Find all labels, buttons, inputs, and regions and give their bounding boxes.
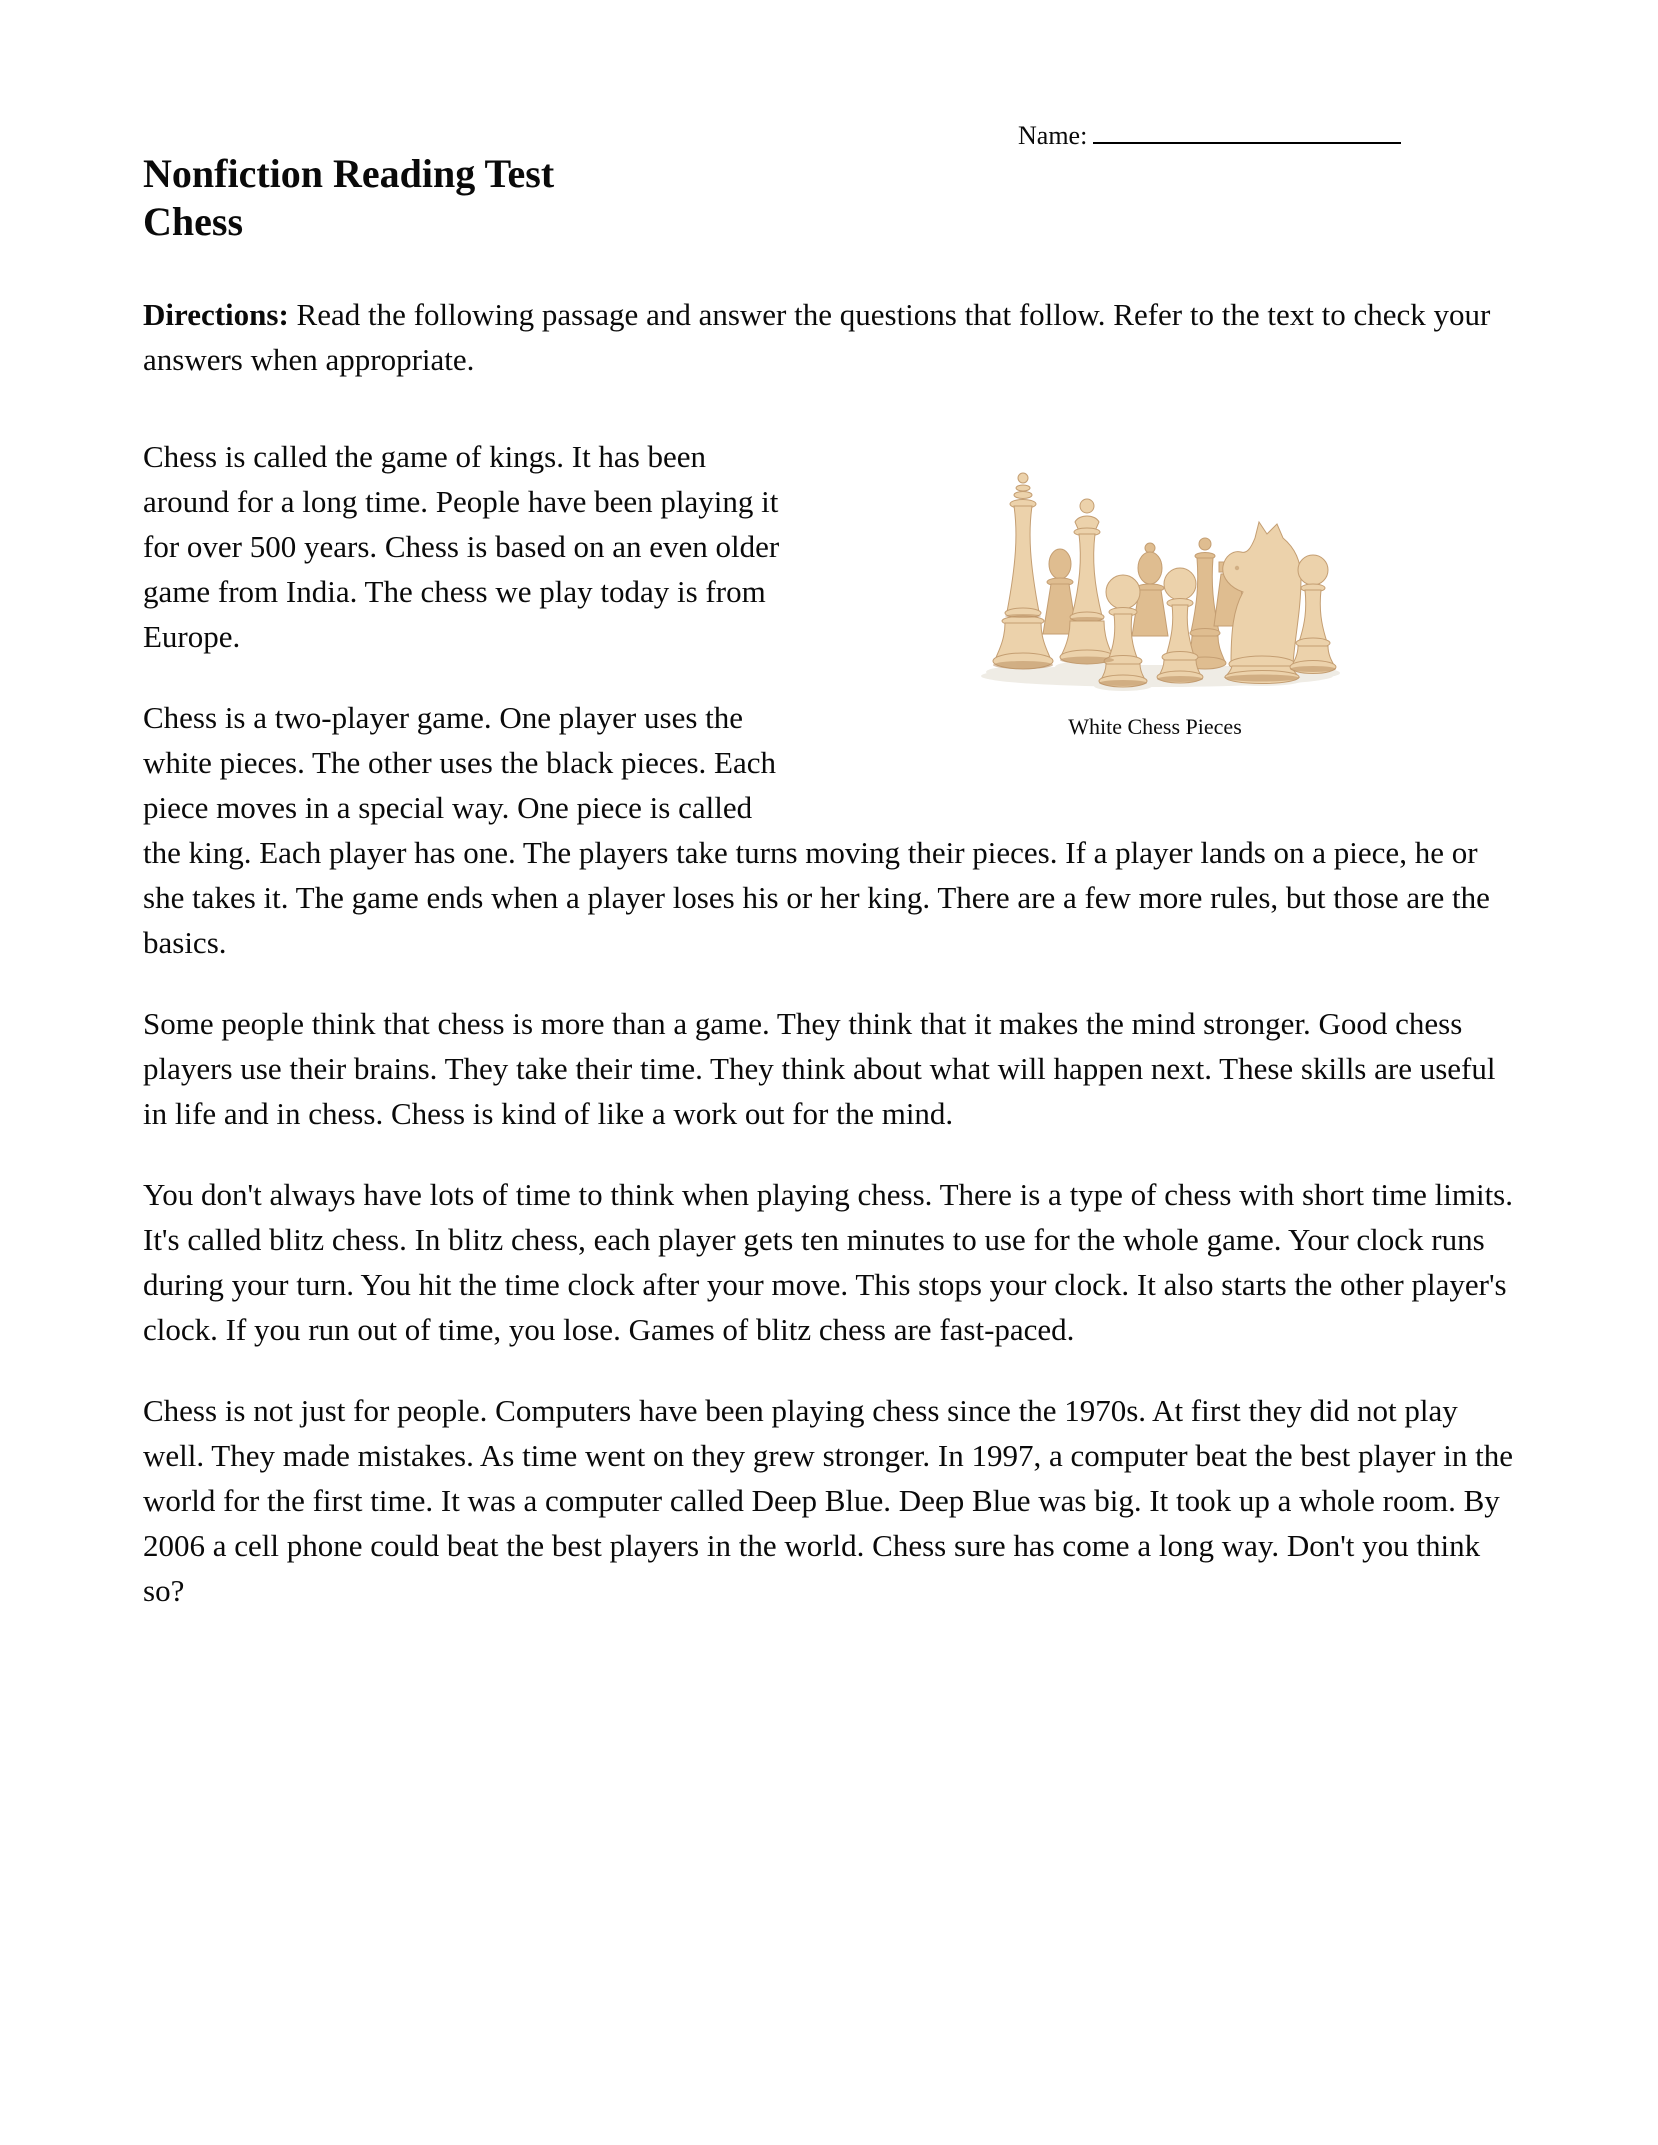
name-label: Name: (1018, 121, 1088, 150)
passage-paragraph-5: Chess is not just for people. Computers have been playing chess since the 1970s. At first they did not play well. They made mistakes. As time went on they grew stronger. In 1997, a computer beat the best player in the world for the first time. It was a computer called Deep Blue. Deep Blue was big. It took up a whole room. By 2006 a cell phone could beat the best players in the world. Chess sure has come a long way. Don't you think so? (143, 1393, 1513, 1608)
directions-paragraph (143, 292, 1515, 382)
directions-text: Read the following passage and answer the questions that follow. Refer to the text to check your answers when appropriate. (143, 297, 1491, 377)
chess-pieces-image (965, 464, 1345, 694)
page-title-line2: Chess (143, 199, 244, 244)
king-piece (993, 473, 1053, 669)
passage-paragraph-3: Some people think that chess is more than a game. They think that it makes the mind stronger. Good chess players use their brains. They take their time. They think about what will happen next. These skills are useful in life and in chess. Chess is kind of like a work out for the mind. (143, 1006, 1496, 1131)
directions-label: Directions: (143, 297, 289, 332)
passage-paragraph-1: Chess is called the game of kings. It has been around for a long time. People have been playing it for over 500 years. Chess is based on an even older game from India. The chess we play today is from Europe. (143, 439, 780, 654)
passage-paragraph-2: Chess is a two-player game. One player uses the white pieces. The other uses the black pieces. Each piece moves in a special way. One piece is called the king. Each player has one. The players take turns moving their pieces. If a player lands on a piece, he or she takes it. The game ends when a player loses his or her king. There are a few more rules, but those are the basics. (143, 700, 1490, 960)
chess-figure (795, 440, 1515, 828)
name-blank-line (1093, 138, 1401, 144)
front-chess-pieces (993, 473, 1336, 687)
passage (143, 434, 1515, 1613)
page-title-line1: Nonfiction Reading Test (143, 151, 555, 196)
figure-caption: White Chess Pieces (1068, 714, 1242, 739)
passage-paragraph-4: You don't always have lots of time to think when playing chess. There is a type of chess with short time limits. It's called blitz chess. In blitz chess, each player gets ten minutes to use for the whole game. Your clock runs during your turn. You hit the time clock after your move. This stops your clock. It also starts the other player's clock. If you run out of time, you lose. Games of blitz chess are fast-paced. (143, 1177, 1513, 1347)
name-line (1018, 120, 1401, 152)
